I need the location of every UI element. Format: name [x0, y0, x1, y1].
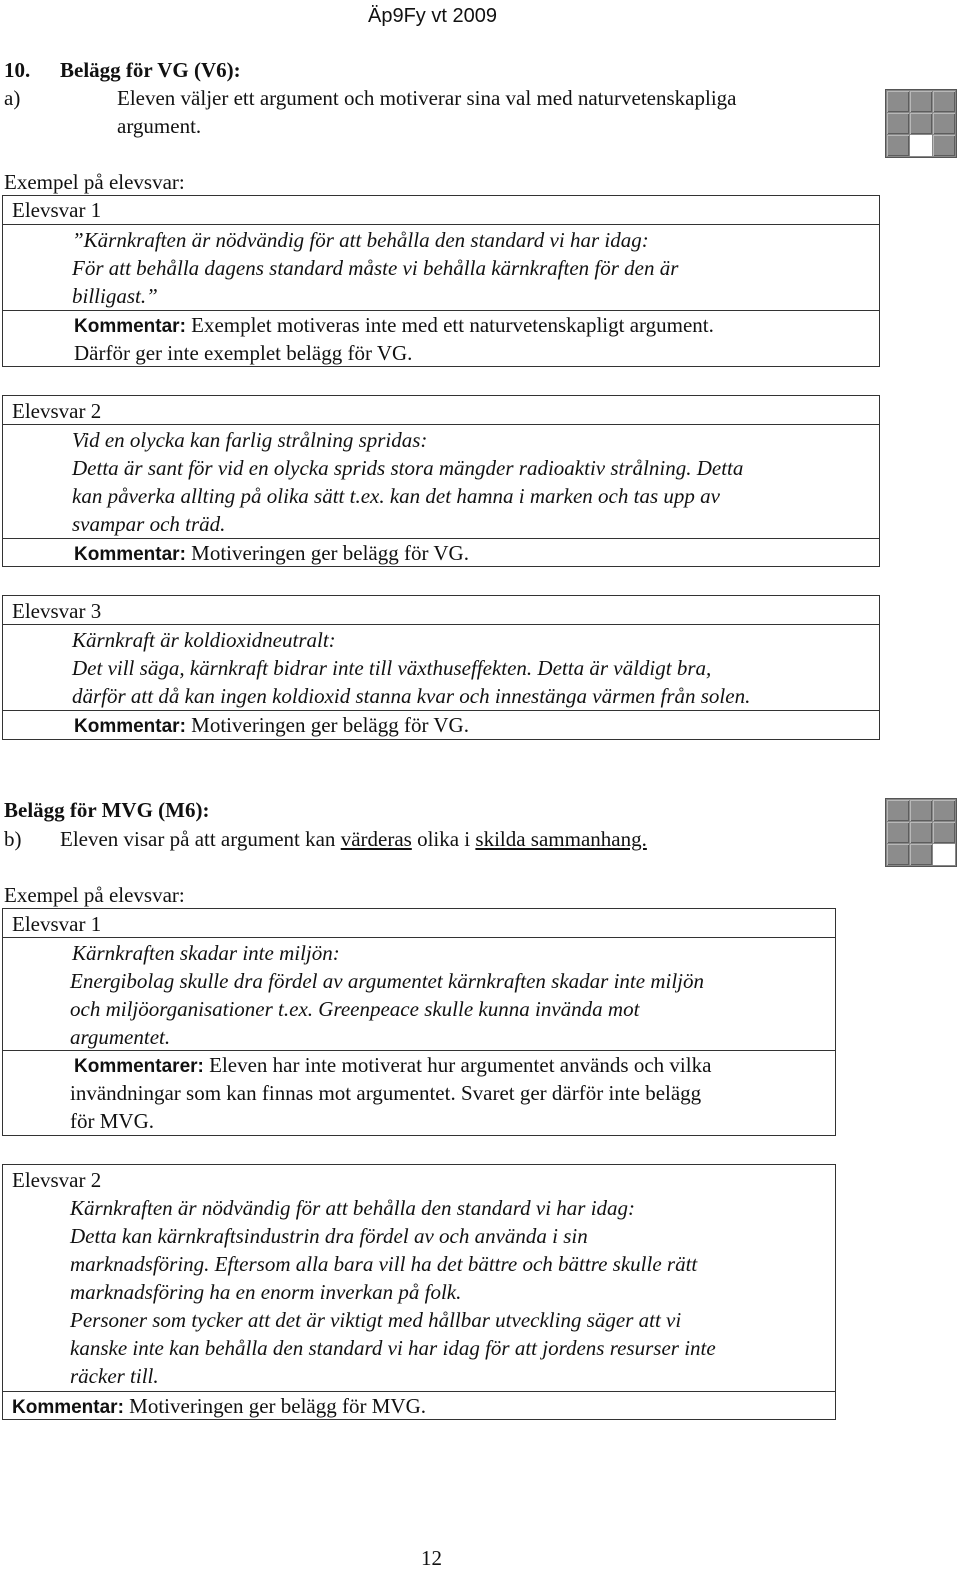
mvg-answer-2-text-cont: marknadsföring. Eftersom alla bara vill ha det bättre och bättre skulle rätt — [70, 1252, 698, 1276]
vg-answer-2-title: Elevsvar 2 — [12, 399, 102, 423]
score-cell — [933, 822, 955, 843]
mvg-example-heading: Exempel på elevsvar: — [4, 883, 185, 907]
vg-answer-2-claim: Vid en olycka kan farlig strålning spridas: — [72, 428, 428, 452]
mvg-answer-1-text-cont: och miljöorganisationer t.ex. Greenpeace skulle kunna invända mot — [70, 997, 640, 1021]
page-number: 12 — [421, 1546, 442, 1570]
mvg-answer-2-text-cont: Personer som tycker att det är viktigt med hållbar utveckling säger att vi — [70, 1308, 682, 1332]
vg-item-text: Eleven väljer ett argument och motiverar sina val med naturvetenskapliga — [117, 86, 737, 110]
mvg-answer-1-comment: Kommentarer: Eleven har inte motiverat hur argumentet används och vilka — [74, 1053, 712, 1077]
score-cell — [887, 822, 909, 843]
vg-answer-3-text: Det vill säga, kärnkraft bidrar inte till växthuseffekten. Detta är väldigt bra, — [72, 656, 712, 680]
vg-answer-3-claim: Kärnkraft är koldioxidneutralt: — [72, 628, 336, 652]
divider — [2, 937, 836, 938]
mvg-answer-2-comment: Kommentar: Motiveringen ger belägg för MVG. — [12, 1394, 426, 1418]
mvg-answer-1-text: Energibolag skulle dra fördel av argumentet kärnkraften skadar inte miljön — [70, 969, 704, 993]
mvg-answer-1-claim: Kärnkraften skadar inte miljön: — [72, 941, 340, 965]
divider — [2, 224, 880, 225]
score-cell — [910, 113, 932, 134]
vg-answer-2-text-cont: kan påverka allting på olika sätt t.ex. kan det hamna i marken och tas upp av — [72, 484, 720, 508]
vg-answer-1-title: Elevsvar 1 — [12, 198, 102, 222]
vg-heading: Belägg för VG (V6): — [60, 58, 241, 82]
mvg-item-text: Eleven visar på att argument kan värderas olika i skilda sammanhang. — [60, 827, 647, 851]
vg-example-heading: Exempel på elevsvar: — [4, 170, 185, 194]
score-grid — [885, 798, 957, 867]
mvg-answer-2-title: Elevsvar 2 — [12, 1168, 102, 1192]
vg-answer-2-comment: Kommentar: Motiveringen ger belägg för VG. — [74, 541, 469, 565]
document-code: Äp9Fy vt 2009 — [368, 5, 497, 27]
score-cell — [933, 135, 955, 156]
mvg-heading: Belägg för MVG (M6): — [4, 798, 210, 822]
score-cell — [910, 822, 932, 843]
score-cell — [887, 91, 909, 112]
mvg-answer-2-text: Detta kan kärnkraftsindustrin dra fördel av och använda i sin — [70, 1224, 588, 1248]
vg-answer-1-text-cont: billigast.” — [72, 284, 158, 308]
vg-answer-2-text-cont: svampar och träd. — [72, 512, 226, 536]
mvg-answer-2-claim: Kärnkraften är nödvändig för att behålla den standard vi har idag: — [70, 1196, 636, 1220]
section-number: 10. — [4, 58, 31, 82]
mvg-answer-2-text-cont: räcker till. — [70, 1364, 159, 1388]
vg-answer-3-comment: Kommentar: Motiveringen ger belägg för VG. — [74, 713, 469, 737]
score-cell — [910, 800, 932, 821]
score-grid — [885, 89, 957, 158]
vg-item-text-cont: argument. — [117, 114, 202, 138]
mvg-answer-1-title: Elevsvar 1 — [12, 912, 102, 936]
score-cell — [933, 91, 955, 112]
vg-answer-3-title: Elevsvar 3 — [12, 599, 102, 623]
score-cell — [910, 844, 932, 865]
score-cell — [887, 135, 909, 156]
mvg-answer-1-comment-cont: för MVG. — [70, 1109, 154, 1133]
vg-answer-1-comment: Kommentar: Exemplet motiveras inte med ett naturvetenskapligt argument. — [74, 313, 714, 337]
score-cell — [887, 113, 909, 134]
mvg-answer-2-text-cont: marknadsföring ha en enorm inverkan på folk. — [70, 1280, 462, 1304]
divider — [2, 624, 880, 625]
divider — [2, 424, 880, 425]
vg-answer-1-claim: ”Kärnkraften är nödvändig för att behålla den standard vi har idag: — [72, 228, 649, 252]
mvg-answer-2-text-cont: kanske inte kan behålla den standard vi har idag för att jordens resurser inte — [70, 1336, 716, 1360]
mvg-answer-1-text-cont: argumentet. — [70, 1025, 171, 1049]
score-cell — [887, 800, 909, 821]
mvg-answer-1-comment-cont: invändningar som kan finnas mot argumentet. Svaret ger därför inte belägg — [70, 1081, 702, 1105]
score-cell — [933, 113, 955, 134]
vg-answer-1-comment-cont: Därför ger inte exemplet belägg för VG. — [74, 341, 413, 365]
mvg-item-label: b) — [4, 827, 22, 851]
vg-answer-1-text: För att behålla dagens standard måste vi behålla kärnkraften för den är — [72, 256, 679, 280]
vg-answer-3-text-cont: därför att då kan ingen koldioxid stanna kvar och innestänga värmen från solen. — [72, 684, 751, 708]
vg-item-label: a) — [4, 86, 21, 110]
score-cell — [887, 844, 909, 865]
score-cell — [910, 91, 932, 112]
score-cell-empty — [933, 844, 955, 865]
score-cell-empty — [910, 135, 932, 156]
score-cell — [933, 800, 955, 821]
vg-answer-2-text: Detta är sant för vid en olycka sprids stora mängder radioaktiv strålning. Detta — [72, 456, 744, 480]
